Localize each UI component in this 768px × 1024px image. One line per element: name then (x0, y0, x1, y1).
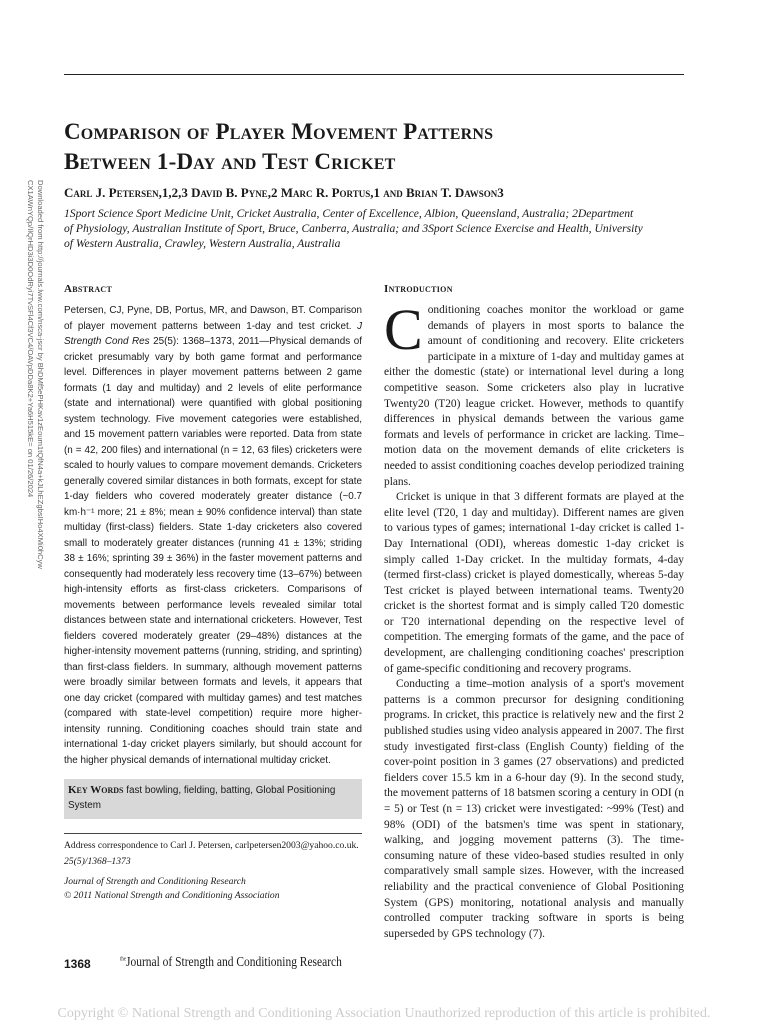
footnote (64, 839, 362, 903)
issue-pages: 25(5)/1368–1373 (64, 856, 131, 867)
affiliations: 1Sport Science Sport Medicine Unit, Cricket Australia, Center of Excellence, Albion, Queensland, Australia; 2Department of Physiology, Australian Institute of Sport, Bruce, Canberra, Australia; and 3Sport Science Exercise and Health, University of Western Australia, Crawley, Western Australia, Australia (64, 207, 643, 250)
introduction-heading: Introduction (384, 283, 453, 295)
copyright-watermark: Copyright © National Strength and Conditioning Association Unauthorized reproduction of this article is prohibited. (57, 1006, 711, 1021)
intro-paragraph-2: Cricket is unique in that 3 different formats are played at the elite level (T20, 1 day and multiday). Different names are given to various types of games; international 1-day cricket is called 1-Day International (ODI), whereas domestic 1-day cricket is simply called 1-Day cricket. In the multiday formats, 4-day (termed first-class) cricket is played domestically, whereas 5-day Test cricket is played between international teams. Twenty20 cricket is the shortest format and is simply called T20 domestic or T20 international depending on the respective level of competition. The emerging formats of the game, and the pace of development, are challenging conditioning coaches' prescription of game-specific conditioning and recovery programs. (384, 491, 684, 675)
intro-paragraph-1 (384, 297, 684, 490)
footnote-journal: Journal of Strength and Conditioning Research (64, 876, 246, 887)
introduction-body (384, 297, 684, 942)
footnote-rule (64, 833, 362, 834)
abstract-citation: Petersen, CJ, Pyne, DB, Portus, MR, and Dawson, BT. Comparison of player movement patterns between 1-day and test cricket. (64, 305, 362, 332)
keywords-box (64, 779, 362, 819)
abstract-body (64, 303, 362, 768)
correspondence-address: Address correspondence to Carl J. Petersen, carlpetersen2003@yahoo.co.uk. (64, 840, 359, 851)
abstract-heading: Abstract (64, 283, 113, 295)
footer-the: the (120, 956, 127, 963)
keywords-label: Key Words (68, 784, 124, 796)
abstract-journal-abbrev: J Strength Cond Res (64, 320, 362, 347)
download-side-note (19, 180, 49, 650)
drop-cap: C (384, 297, 423, 362)
article-title (64, 117, 704, 177)
right-column (384, 283, 684, 942)
page-number: 1368 (64, 957, 91, 971)
keywords-text: fast bowling, fielding, batting, Global Positioning System (68, 785, 336, 811)
top-rule (64, 74, 684, 75)
intro-paragraph-3: Conducting a time–motion analysis of a sport's movement patterns is a common precursor for designing conditioning programs. In cricket, this practice is relatively new and the first 2 published studies using video analysis appeared in 2007. The first study investigated first-class (English County) fielding of the cover-point position in 3 games (27 observations) and predicted fielders cover 15.5 km in a 6-hour day (9). In the second study, the movement patterns of 18 batsmen scoring a century in ODI (n = 5) or Test (n = 13) cricket were investigated: ~99% (Test) and 98% (ODI) of the batsmen's time was spent in stationary, walking, and jogging movement patterns (3). The time-consuming nature of these video-based studies resulted in only comparatively small sample sizes. However, with the increased reliability and the practical convenience of Global Positioning System (GPS) monitoring, notational analysis and manually controlled computer tracking software in sports is being superseded by GPS technology (7). (384, 678, 684, 940)
footer-journal-text: Journal of Strength and Conditioning Research (126, 955, 342, 970)
article-title-line2: Between 1-Day and Test Cricket (64, 149, 396, 174)
article-title-line1: Comparison of Player Movement Patterns (64, 119, 494, 144)
footer-journal-name (120, 955, 342, 971)
author-list: Carl J. Petersen,1,2,3 David B. Pyne,2 Marc R. Portus,1 and Brian T. Dawson3 (64, 185, 504, 200)
footnote-copyright: © 2011 National Strength and Conditioning Association (64, 890, 280, 901)
intro-paragraph-1-text: onditioning coaches monitor the workload or game demands of players in most sports to balance the amount of conditioning and recovery. Elite cricketers participate in a mixture of 1-day and multiday games at either the domestic (state) or international level during a long competitive season. Some cricketers also play in lucrative Twenty20 (T20) league cricket. However, methods to quantify differences in physical demands between the various game formats and levels of performance in cricket are lacking. Time–motion data on the movement demands of elite cricketers is needed to assist conditioning coaches develop periodized training plans. (384, 304, 684, 488)
download-side-note-text: Downloaded from http://journals.lww.com/nsca-jscr by BhDMf5ePHKav1zEoum1tQfN4a+kJLhEZgbsIHo4XMi0hCyw CX1AWnYQp/IlQrHD3i3D0OdRyi7TvSFl4Cf3VC4/OAVpDDa8K2+Ya6H515kE= on 01/26/2024 (26, 180, 45, 569)
abstract-text: 25(5): 1368–1373, 2011—Physical demands of cricket presumably vary by both game format and performance level. Differences in player movement patterns between 2 game formats (1 day and multiday) and 2 levels of elite performance (state and international) were quantified with global positioning system technology. Five movement categories were established, and 15 movement pattern variables were reported. Data from state (n = 42, 200 files) and international (n = 12, 63 files) cricketers were scaled to hourly values to compare movement demands. Cricketers generally covered similar distances in both formats, except for state 1-day fielders who covered moderately greater distance (~0.7 km·h⁻¹ more; 21 ± 8%; mean ± 90% confidence interval) than state multiday (first-class) fielders. State 1-day cricketers also covered small to moderately greater distances (running 41 ± 13%; striding 38 ± 16%; sprinting 39 ± 36%) in the faster movement patterns and consequently had moderately less recovery time (13–67%) between high-intensity efforts as first-class cricketers. Comparisons of movements between performance levels revealed similar total distances between state and international cricketers. However, Test fielders covered moderately greater (29–48%) distances at the higher-intensity movement patterns (running, striding, and sprinting) than first-class fielders. In summary, although movement patterns were broadly similar between formats and levels, it appears that one day cricket (compared with multiday games) and test matches (compared with state-level competition) require more higher-intensity running. Conditioning coaches should train state and international 1-day cricket players similarly, but should account for the higher physical demands of international multiday cricket. (64, 336, 362, 766)
left-column (64, 283, 362, 903)
